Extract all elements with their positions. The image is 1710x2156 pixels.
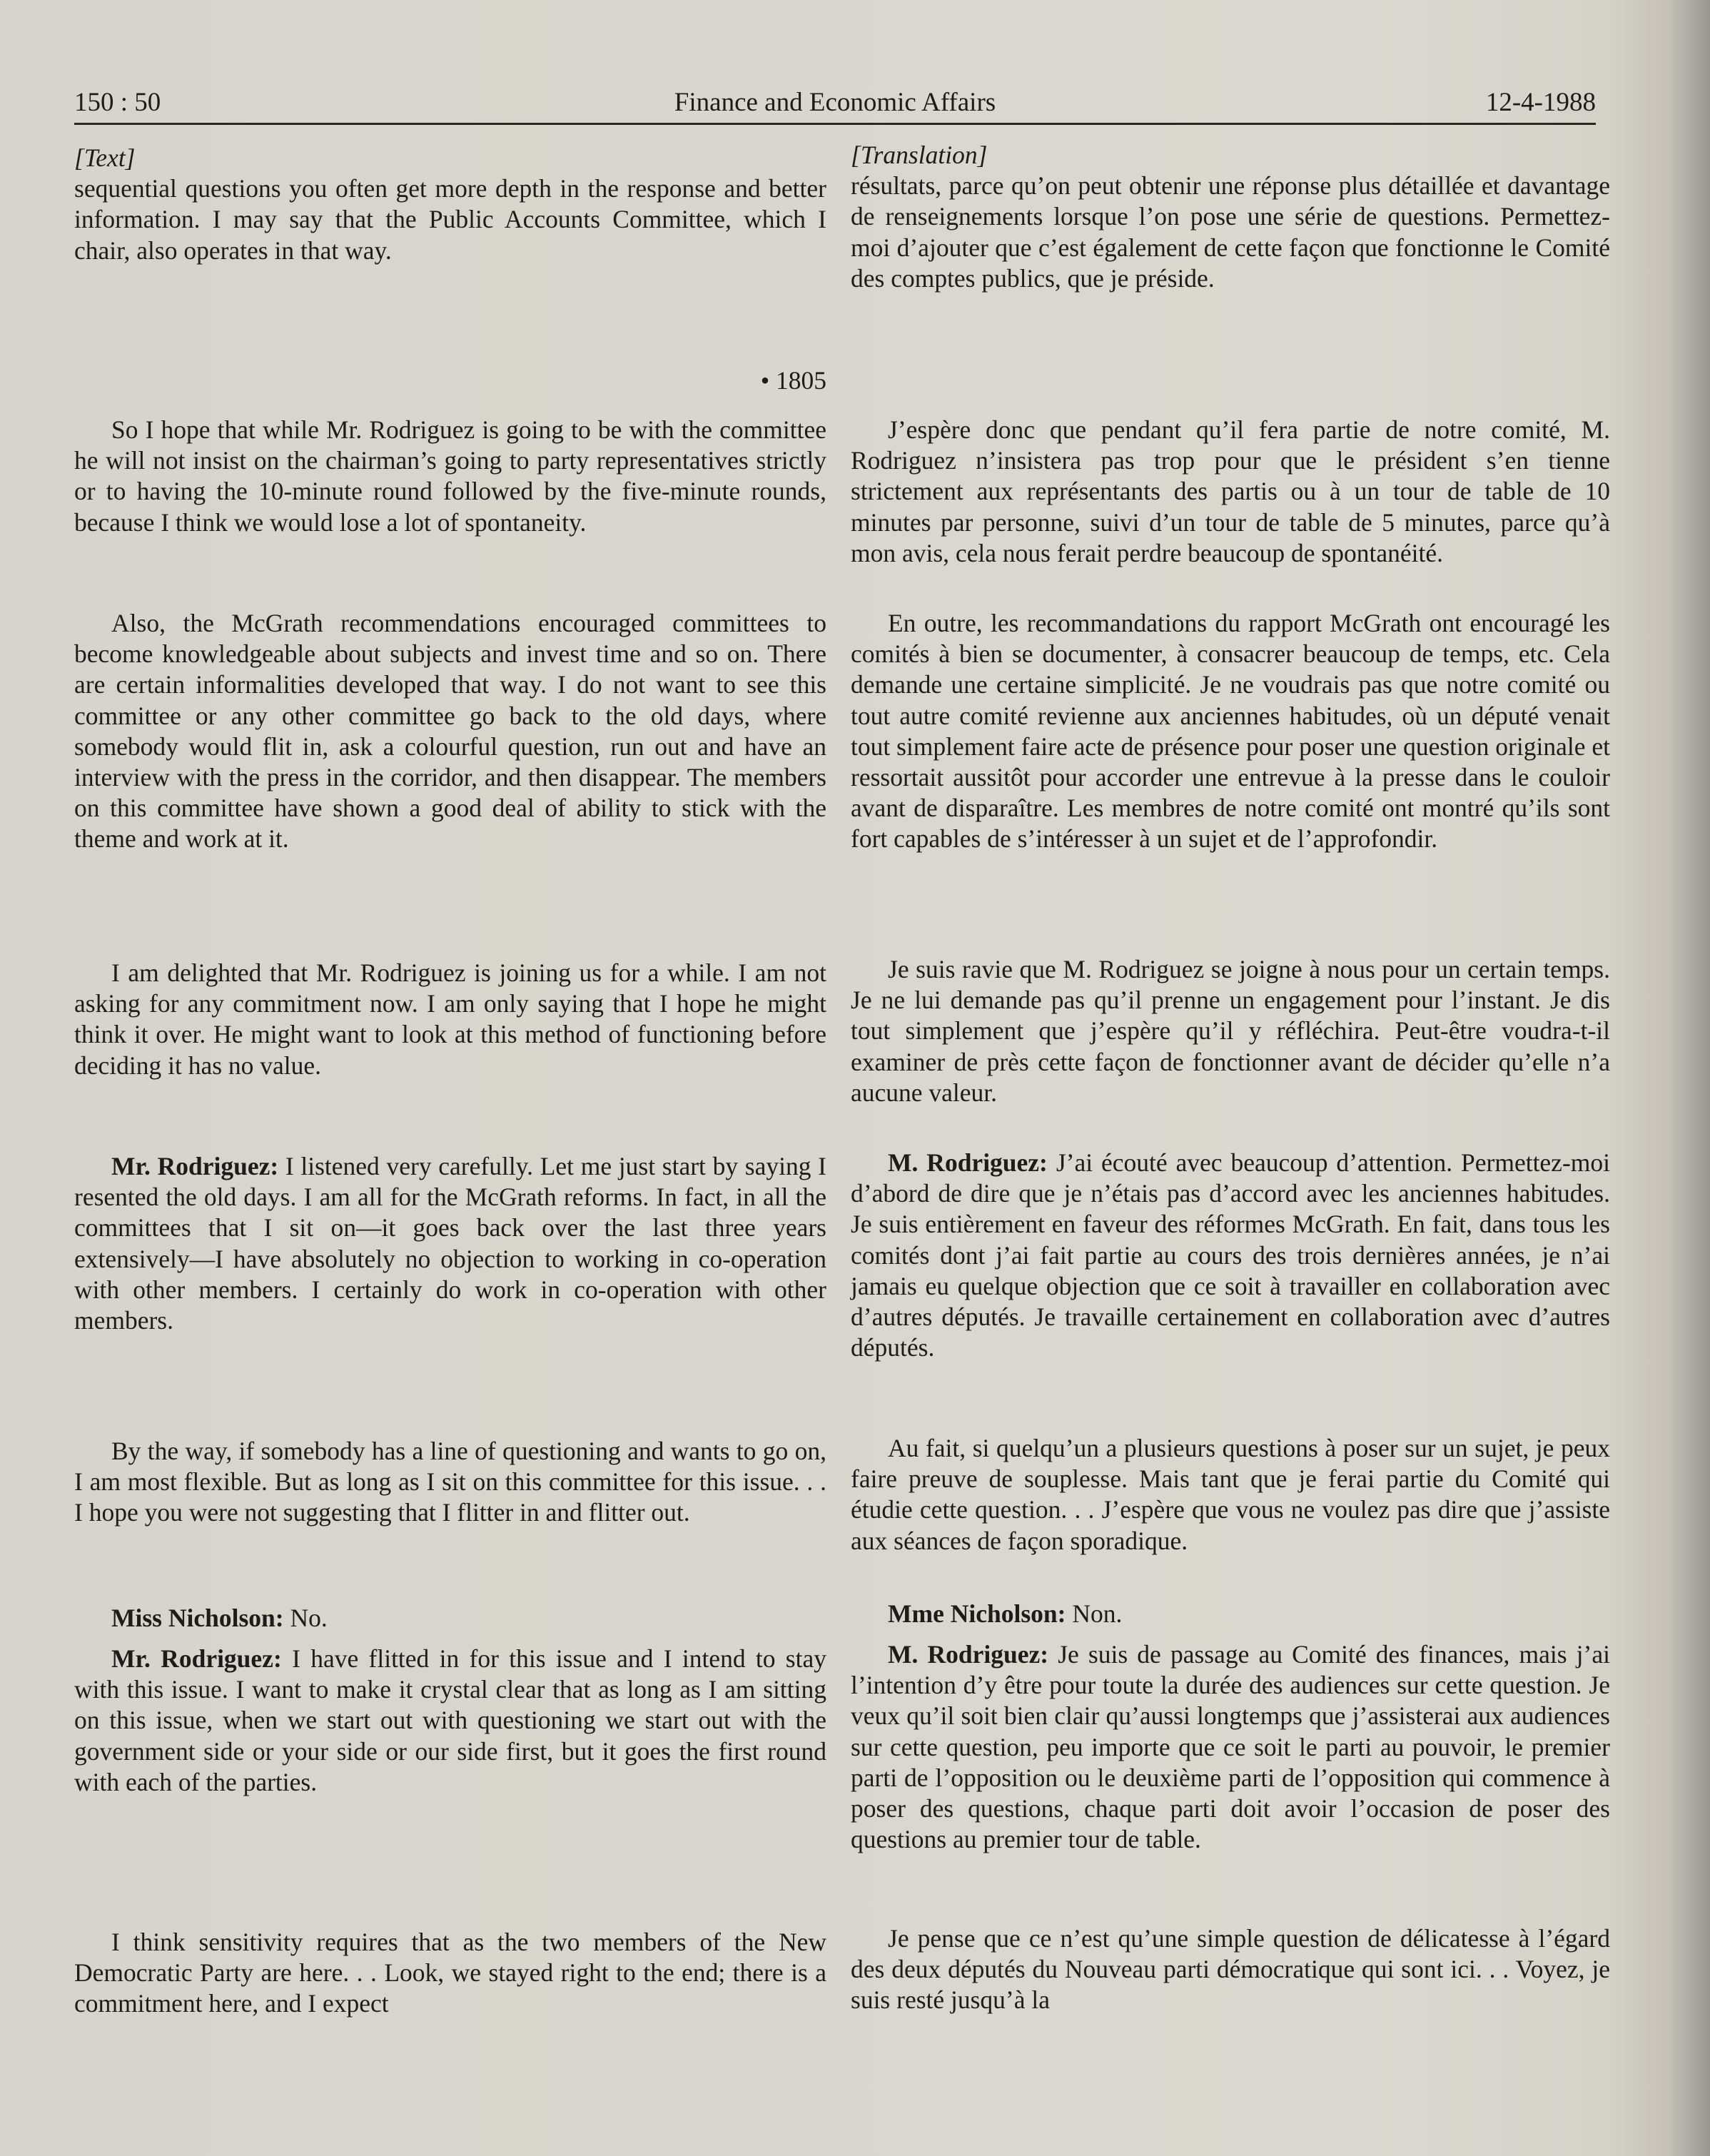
french-block-7	[851, 1599, 1610, 1629]
running-title: Finance and Economic Affairs	[674, 88, 996, 117]
french-paragraph-8	[851, 1639, 1610, 1855]
english-block-1	[74, 143, 826, 266]
english-paragraph-6: By the way, if somebody has a line of questioning and wants to go on, I am most flexible. But as long as I sit on this committee for this issue. . . I hope you were not suggesting that I flitter in and flitter out.	[74, 1437, 826, 1527]
french-block-5	[851, 1148, 1610, 1363]
english-block-4	[74, 958, 826, 1081]
binding-shadow	[1667, 0, 1710, 2156]
english-block-5	[74, 1151, 826, 1336]
speaker-name: Mr. Rodriguez:	[111, 1152, 279, 1180]
text-marker: [Text]	[74, 143, 136, 172]
page-date: 12-4-1988	[1485, 88, 1596, 117]
english-paragraph-3: Also, the McGrath recommendations encouraged committees to become knowledgeable about subjects and invest time and so on. There are certain informalities developed that way. I do not want to see this committee or any other committee go back to the old days, where somebody would flit in, ask a colourful question, run out and have an interview with the press in the corridor, and then disappear. The members on this committee have shown a good deal of ability to stick with the theme and work at it.	[74, 609, 826, 854]
english-block-7	[74, 1603, 826, 1634]
french-paragraph-9: Je pense que ce n’est qu’une simple question de délicatesse à l’égard des deux députés du Nouveau parti démocratique qui sont ici. . . Voyez, je suis resté jusqu’à la	[851, 1924, 1610, 2015]
french-paragraph-1: résultats, parce qu’on peut obtenir une réponse plus détaillée et davantage de renseignements lorsque l’on pose une série de questions. Permettez-moi d’ajouter que c’est également de cette façon que fonctionne le Comité des comptes publics, que je préside.	[851, 171, 1610, 293]
timestamp: • 1805	[760, 366, 826, 395]
english-paragraph-9: I think sensitivity requires that as the two members of the New Democratic Party are here. . . Look, we stayed right to the end; there is a commitment here, and I expect	[74, 1928, 826, 2018]
english-block-9	[74, 1927, 826, 2020]
english-paragraph-7	[74, 1603, 826, 1634]
speaker-name: Mme Nicholson:	[888, 1599, 1066, 1628]
french-block-6	[851, 1433, 1610, 1557]
speech-text: I have flitted in for this issue and I intend to stay with this issue. I want to make it crystal clear that as long as I am sitting on this issue, when we start out with questioning we start out with the government side or your side or our side first, but it goes the first round with each of the parties.	[74, 1644, 826, 1796]
french-paragraph-3: En outre, les recommandations du rapport McGrath ont encouragé les comités à bien se documenter, à consacrer beaucoup de temps, etc. Cela demande une certaine simplicité. Je ne voudrais pas que notre comité ou tout autre comité revienne aux anciennes habitudes, où un député venait tout simplement faire acte de présence pour poser une question originale et ressortait aussitôt pour accorder une entrevue à la presse dans le couloir avant de disparaître. Les membres de notre comité ont montré qu’ils sont fort capables de s’intéresser à un sujet et de l’approfondir.	[851, 609, 1610, 854]
english-block-6	[74, 1436, 826, 1529]
french-paragraph-2: J’espère donc que pendant qu’il fera partie de notre comité, M. Rodriguez n’insistera pas trop pour que le président s’en tienne strictement aux représentants des partis ou à un tour de table de 10 minutes par personne, suivi d’un tour de table de 5 minutes, parce qu’à mon avis, cela nous ferait perdre beaucoup de spontanéité.	[851, 415, 1610, 567]
english-paragraph-4: I am delighted that Mr. Rodriguez is joining us for a while. I am not asking for any commitment now. I am only saying that I hope he might think it over. He might want to look at this method of functioning before deciding it has no value.	[74, 958, 826, 1080]
speaker-name: Mr. Rodriguez:	[111, 1644, 282, 1673]
french-block-4	[851, 954, 1610, 1108]
french-block-8	[851, 1639, 1610, 1855]
speech-text: J’ai écouté avec beaucoup d’attention. Permettez-moi d’abord de dire que je n’étais pas d’accord avec les anciennes habitudes. Je suis entièrement en faveur des réformes McGrath. En fait, dans tous les comités dont j’ai fait partie au cours des trois dernières années, je n’ai jamais eu quelque objection que ce soit à travailler en collaboration avec d’autres députés. Je travaille certainement en collaboration avec d’autres députés.	[851, 1148, 1610, 1362]
english-block-3	[74, 608, 826, 855]
page-number: 150 : 50	[74, 88, 161, 117]
english-paragraph-2: So I hope that while Mr. Rodriguez is going to be with the committee he will not insist on the chairman’s going to party representatives strictly or to having the 10-minute round followed by the five-minute rounds, because I think we would lose a lot of spontaneity.	[74, 415, 826, 537]
speech-text: Je suis de passage au Comité des finances, mais j’ai l’intention d’y être pour toute la durée des audiences sur cette question. Je veux qu’il soit bien clair qu’aussi longtemps que j’assisterai aux audiences sur cette question, peu importe que ce soit le parti au pouvoir, le premier parti de l’opposition ou le deuxième parti de l’opposition qui commence à poser des questions, chaque parti doit avoir l’occasion de poser des questions au premier tour de table.	[851, 1640, 1610, 1854]
speech-text: I listened very carefully. Let me just start by saying I resented the old days. I am all for the McGrath reforms. In fact, in all the committees that I sit on—it goes back over the last three years extensively—I have absolutely no objection to working in co-operation with other members. I certainly do work in co-operation with other members.	[74, 1152, 826, 1335]
speaker-name: Miss Nicholson:	[111, 1604, 284, 1632]
speech-text: No.	[283, 1604, 328, 1632]
english-block-8	[74, 1644, 826, 1798]
french-paragraph-5	[851, 1148, 1610, 1363]
english-paragraph-5	[74, 1151, 826, 1336]
page-header	[74, 84, 1596, 121]
french-block-3	[851, 608, 1610, 855]
english-paragraph-1: sequential questions you often get more depth in the response and better information. I may say that the Public Accounts Committee, which I chair, also operates in that way.	[74, 174, 826, 265]
french-block-1	[851, 140, 1610, 294]
french-block-9	[851, 1923, 1610, 2016]
header-rule	[74, 123, 1596, 125]
speaker-name: M. Rodriguez:	[888, 1640, 1049, 1669]
french-paragraph-4: Je suis ravie que M. Rodriguez se joigne à nous pour un certain temps. Je ne lui demande pas qu’il prenne un engagement pour l’instant. Je dis tout simplement que j’espère qu’il y réfléchira. Peut-être voudra-t-il examiner de près cette façon de fonctionner avant de décider qu’elle n’a aucune valeur.	[851, 955, 1610, 1107]
french-paragraph-7	[851, 1599, 1610, 1629]
french-block-2	[851, 415, 1610, 569]
english-paragraph-8	[74, 1644, 826, 1798]
french-paragraph-6: Au fait, si quelqu’un a plusieurs questions à poser sur un sujet, je peux faire preuve de souplesse. Mais tant que je ferai partie du Comité qui étudie cette question. . . J’espère que vous ne voulez pas dire que j’assiste aux séances de façon sporadique.	[851, 1434, 1610, 1555]
english-block-2	[74, 415, 826, 538]
translation-marker: [Translation]	[851, 141, 988, 169]
speaker-name: M. Rodriguez:	[888, 1148, 1048, 1177]
speech-text: Non.	[1066, 1599, 1123, 1628]
